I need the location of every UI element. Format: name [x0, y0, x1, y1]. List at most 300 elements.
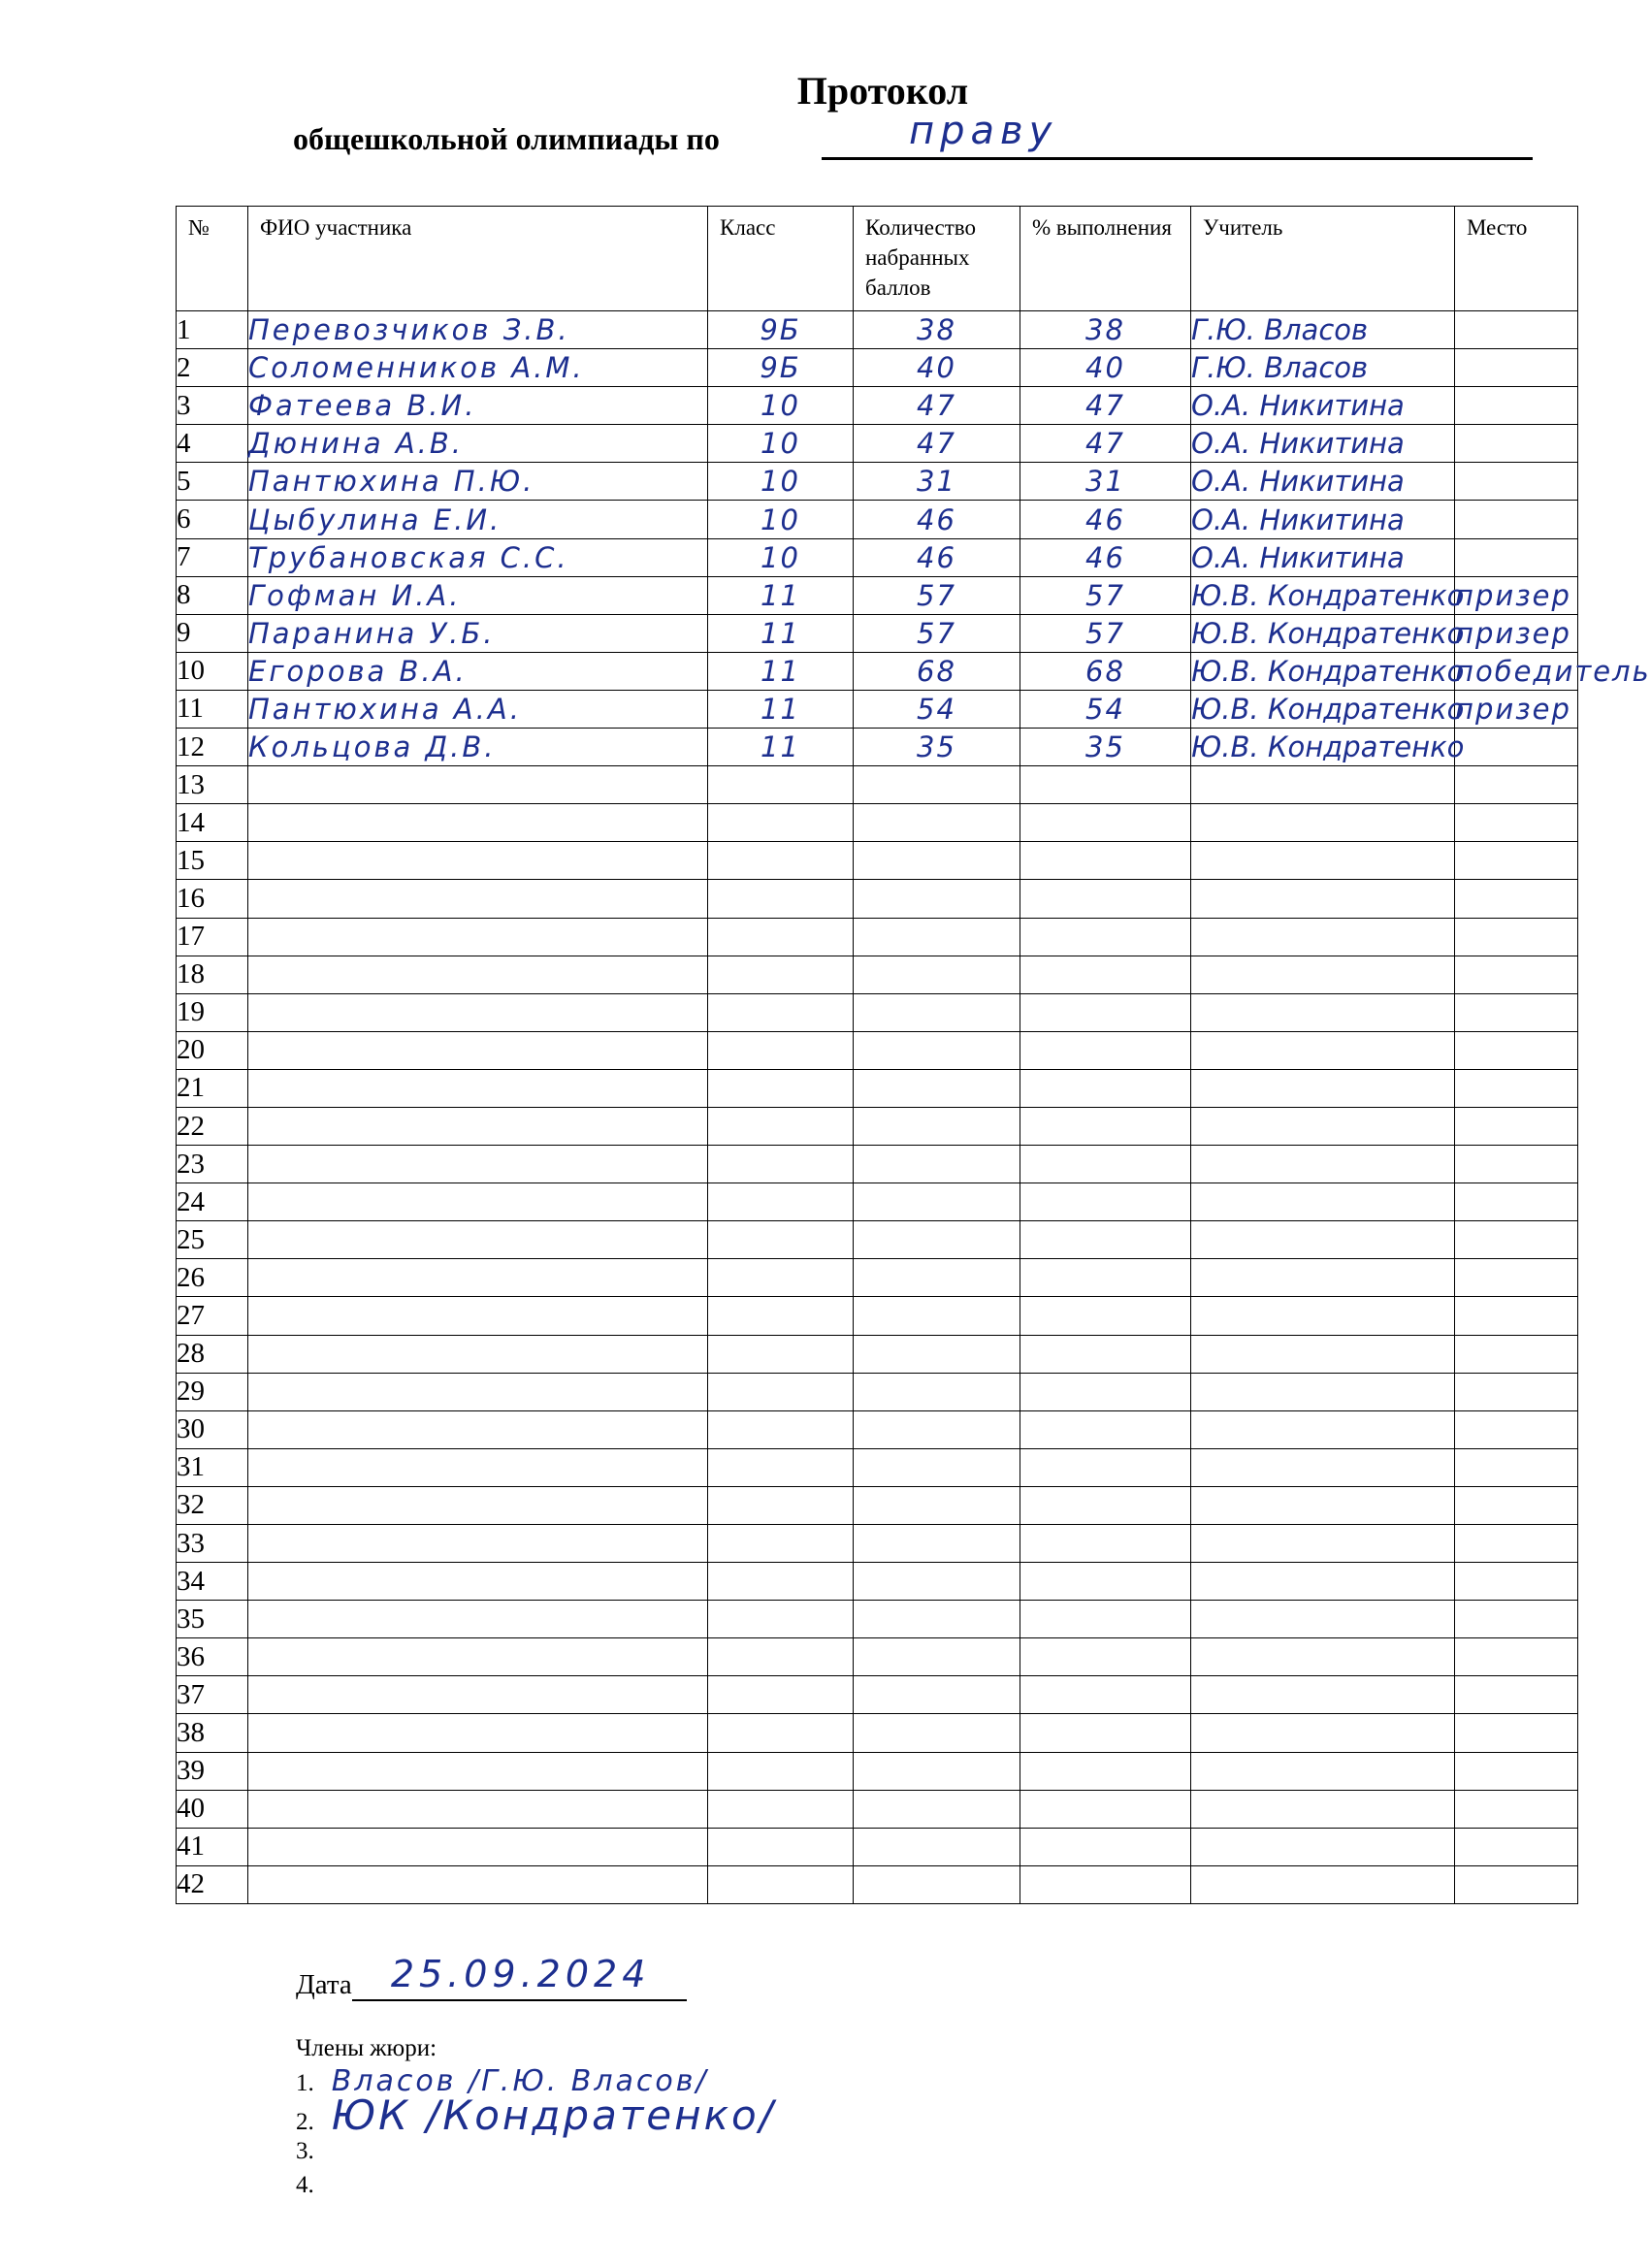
- participant-percent: 54: [1020, 690, 1191, 728]
- participant-class: 11: [708, 652, 854, 690]
- participant-percent: [1020, 804, 1191, 842]
- participant-class: [708, 956, 854, 993]
- participant-teacher: [1191, 956, 1455, 993]
- participant-class: [708, 918, 854, 956]
- row-number: 9: [177, 614, 248, 652]
- participant-name: [248, 1563, 708, 1601]
- table-row: [177, 1107, 1578, 1145]
- row-number: 20: [177, 1031, 248, 1069]
- participant-teacher: Ю.В. Кондратенко: [1191, 614, 1455, 652]
- table-row: [177, 538, 1578, 576]
- participant-teacher: [1191, 804, 1455, 842]
- participant-class: [708, 804, 854, 842]
- participant-place: [1455, 538, 1578, 576]
- participant-place: [1455, 729, 1578, 766]
- participant-score: [854, 1563, 1020, 1601]
- participant-name: Паранина У.Б.: [248, 614, 708, 652]
- row-number: 40: [177, 1790, 248, 1828]
- participant-class: [708, 1297, 854, 1335]
- table-row: [177, 804, 1578, 842]
- row-number: 32: [177, 1486, 248, 1524]
- table-row: [177, 1790, 1578, 1828]
- row-number: 22: [177, 1107, 248, 1145]
- participant-name: Кольцова Д.В.: [248, 729, 708, 766]
- participant-name: Гофман И.А.: [248, 576, 708, 614]
- participant-percent: [1020, 1752, 1191, 1790]
- participant-name: [248, 1676, 708, 1714]
- participant-class: [708, 1373, 854, 1410]
- participant-name: Пантюхина П.Ю.: [248, 463, 708, 501]
- participant-name: [248, 1486, 708, 1524]
- column-header: Учитель: [1191, 207, 1455, 311]
- participant-score: [854, 1714, 1020, 1752]
- participant-name: [248, 1448, 708, 1486]
- participant-place: [1455, 880, 1578, 918]
- participant-percent: [1020, 1069, 1191, 1107]
- participant-class: 9Б: [708, 349, 854, 387]
- participant-teacher: [1191, 1448, 1455, 1486]
- participant-teacher: Ю.В. Кондратенко: [1191, 729, 1455, 766]
- table-row: [177, 614, 1578, 652]
- participant-place: [1455, 425, 1578, 463]
- participant-teacher: [1191, 1069, 1455, 1107]
- row-number: 33: [177, 1525, 248, 1563]
- participant-teacher: [1191, 1031, 1455, 1069]
- participant-name: Дюнина А.В.: [248, 425, 708, 463]
- row-number: 14: [177, 804, 248, 842]
- row-number: 2: [177, 349, 248, 387]
- participant-percent: [1020, 1865, 1191, 1903]
- participant-teacher: [1191, 1410, 1455, 1448]
- jury-signature: Власов /Г.Ю. Власов/: [331, 2064, 709, 2098]
- participant-percent: 57: [1020, 576, 1191, 614]
- row-number: 26: [177, 1259, 248, 1297]
- row-number: 12: [177, 729, 248, 766]
- participant-class: [708, 1714, 854, 1752]
- results-table: [176, 206, 1651, 1904]
- participant-name: [248, 1373, 708, 1410]
- participant-score: [854, 1107, 1020, 1145]
- row-number: 17: [177, 918, 248, 956]
- participant-place: [1455, 993, 1578, 1031]
- participant-class: [708, 1486, 854, 1524]
- jury-signature: ЮК /Кондратенко/: [331, 2091, 776, 2139]
- jury-row: [296, 2166, 776, 2200]
- participant-percent: 31: [1020, 463, 1191, 501]
- participant-score: 46: [854, 501, 1020, 538]
- table-row: [177, 349, 1578, 387]
- participant-score: [854, 1601, 1020, 1638]
- participant-score: [854, 1525, 1020, 1563]
- participant-class: [708, 1410, 854, 1448]
- participant-score: 47: [854, 387, 1020, 425]
- participant-place: [1455, 1410, 1578, 1448]
- jury-block: [296, 2035, 776, 2200]
- participant-percent: [1020, 842, 1191, 880]
- participant-percent: [1020, 1373, 1191, 1410]
- column-header: % выполнения: [1020, 207, 1191, 311]
- participant-name: [248, 918, 708, 956]
- participant-score: [854, 1448, 1020, 1486]
- row-number: 5: [177, 463, 248, 501]
- participant-percent: [1020, 1828, 1191, 1865]
- row-number: 42: [177, 1865, 248, 1903]
- participant-name: [248, 1335, 708, 1373]
- participant-percent: [1020, 1486, 1191, 1524]
- row-number: 36: [177, 1638, 248, 1676]
- table-row: [177, 1714, 1578, 1752]
- participant-teacher: Ю.В. Кондратенко: [1191, 690, 1455, 728]
- participant-place: [1455, 1373, 1578, 1410]
- row-number: 38: [177, 1714, 248, 1752]
- participant-place: [1455, 1031, 1578, 1069]
- row-number: 7: [177, 538, 248, 576]
- participant-score: 54: [854, 690, 1020, 728]
- participant-score: [854, 1146, 1020, 1183]
- table-row: [177, 842, 1578, 880]
- participant-name: [248, 1146, 708, 1183]
- row-number: 10: [177, 652, 248, 690]
- participant-percent: 68: [1020, 652, 1191, 690]
- participant-class: [708, 1676, 854, 1714]
- subject-value: праву: [909, 109, 1058, 153]
- participant-teacher: [1191, 1865, 1455, 1903]
- table-row: [177, 1448, 1578, 1486]
- participant-teacher: О.А. Никитина: [1191, 538, 1455, 576]
- participant-place: [1455, 804, 1578, 842]
- participant-name: Соломенников А.М.: [248, 349, 708, 387]
- participant-percent: [1020, 1638, 1191, 1676]
- table-row: [177, 690, 1578, 728]
- participant-place: [1455, 1865, 1578, 1903]
- table-row: [177, 1638, 1578, 1676]
- participant-percent: [1020, 1790, 1191, 1828]
- participant-class: [708, 1146, 854, 1183]
- row-number: 30: [177, 1410, 248, 1448]
- participant-place: призер: [1455, 576, 1578, 614]
- table-row: [177, 1146, 1578, 1183]
- participant-name: [248, 1752, 708, 1790]
- participant-place: [1455, 1790, 1578, 1828]
- table-header-row: [177, 207, 1578, 311]
- participant-teacher: [1191, 1146, 1455, 1183]
- participant-percent: [1020, 1107, 1191, 1145]
- participant-place: [1455, 1752, 1578, 1790]
- participant-place: [1455, 1714, 1578, 1752]
- participant-name: [248, 1790, 708, 1828]
- participant-place: [1455, 956, 1578, 993]
- table-row: [177, 1031, 1578, 1069]
- participant-name: Пантюхина А.А.: [248, 690, 708, 728]
- participant-class: 10: [708, 538, 854, 576]
- participant-name: Перевозчиков З.В.: [248, 311, 708, 349]
- table-row: [177, 1183, 1578, 1221]
- participant-class: 11: [708, 576, 854, 614]
- table-row: [177, 1069, 1578, 1107]
- participant-score: 47: [854, 425, 1020, 463]
- participant-name: [248, 1714, 708, 1752]
- participant-percent: [1020, 1221, 1191, 1259]
- participant-teacher: [1191, 1183, 1455, 1221]
- table-row: [177, 993, 1578, 1031]
- participant-name: [248, 993, 708, 1031]
- participant-percent: 46: [1020, 501, 1191, 538]
- participant-name: [248, 1259, 708, 1297]
- participant-place: [1455, 349, 1578, 387]
- participant-class: [708, 1601, 854, 1638]
- participant-teacher: [1191, 1676, 1455, 1714]
- table-row: [177, 1259, 1578, 1297]
- participant-teacher: [1191, 880, 1455, 918]
- participant-teacher: О.А. Никитина: [1191, 387, 1455, 425]
- participant-teacher: [1191, 1638, 1455, 1676]
- participant-place: призер: [1455, 614, 1578, 652]
- row-number: 29: [177, 1373, 248, 1410]
- row-number: 34: [177, 1563, 248, 1601]
- participant-percent: 47: [1020, 387, 1191, 425]
- table-row: [177, 652, 1578, 690]
- participant-name: [248, 804, 708, 842]
- participant-class: 10: [708, 387, 854, 425]
- table-row: [177, 1563, 1578, 1601]
- row-number: 25: [177, 1221, 248, 1259]
- participant-score: [854, 1373, 1020, 1410]
- participant-teacher: [1191, 1790, 1455, 1828]
- participant-place: [1455, 1069, 1578, 1107]
- row-number: 16: [177, 880, 248, 918]
- participant-score: [854, 1183, 1020, 1221]
- participant-percent: [1020, 956, 1191, 993]
- participant-place: [1455, 1221, 1578, 1259]
- table-row: [177, 311, 1578, 349]
- table-row: [177, 1601, 1578, 1638]
- row-number: 19: [177, 993, 248, 1031]
- participant-teacher: [1191, 1601, 1455, 1638]
- participant-class: 10: [708, 501, 854, 538]
- participant-score: [854, 993, 1020, 1031]
- row-number: 39: [177, 1752, 248, 1790]
- column-header: Место: [1455, 207, 1578, 311]
- participant-percent: [1020, 993, 1191, 1031]
- participant-place: [1455, 501, 1578, 538]
- date-label: Дата: [296, 1969, 352, 2000]
- table-row: [177, 1752, 1578, 1790]
- participant-teacher: Г.Ю. Власов: [1191, 311, 1455, 349]
- table-row: [177, 1865, 1578, 1903]
- participant-place: [1455, 1146, 1578, 1183]
- column-header: Количество набранных баллов: [854, 207, 1020, 311]
- participant-percent: [1020, 766, 1191, 804]
- row-number: 28: [177, 1335, 248, 1373]
- row-number: 35: [177, 1601, 248, 1638]
- table-row: [177, 501, 1578, 538]
- participant-teacher: О.А. Никитина: [1191, 501, 1455, 538]
- participant-place: [1455, 1676, 1578, 1714]
- participant-name: Егорова В.А.: [248, 652, 708, 690]
- participant-class: [708, 1183, 854, 1221]
- participant-percent: 57: [1020, 614, 1191, 652]
- participant-teacher: [1191, 1525, 1455, 1563]
- row-number: 1: [177, 311, 248, 349]
- participant-class: [708, 1335, 854, 1373]
- participant-place: [1455, 1259, 1578, 1297]
- participant-score: 57: [854, 614, 1020, 652]
- participant-percent: [1020, 1563, 1191, 1601]
- table-row: [177, 766, 1578, 804]
- participant-name: Фатеева В.И.: [248, 387, 708, 425]
- participant-class: [708, 1031, 854, 1069]
- participant-teacher: [1191, 1714, 1455, 1752]
- participant-score: 38: [854, 311, 1020, 349]
- participant-name: [248, 1828, 708, 1865]
- participant-teacher: [1191, 1335, 1455, 1373]
- participant-teacher: [1191, 993, 1455, 1031]
- jury-row: [296, 2091, 776, 2139]
- participant-score: [854, 1031, 1020, 1069]
- participant-teacher: [1191, 1373, 1455, 1410]
- table-row: [177, 956, 1578, 993]
- table-row: [177, 1297, 1578, 1335]
- participant-name: [248, 1031, 708, 1069]
- participant-name: [248, 1221, 708, 1259]
- participant-teacher: [1191, 1221, 1455, 1259]
- participant-place: [1455, 311, 1578, 349]
- participant-percent: [1020, 1183, 1191, 1221]
- participant-class: 9Б: [708, 311, 854, 349]
- participant-class: 11: [708, 614, 854, 652]
- participant-name: [248, 1183, 708, 1221]
- table-row: [177, 1221, 1578, 1259]
- participant-name: [248, 1601, 708, 1638]
- participant-name: [248, 880, 708, 918]
- participant-teacher: [1191, 1752, 1455, 1790]
- participant-name: [248, 1107, 708, 1145]
- participant-teacher: [1191, 1297, 1455, 1335]
- participant-place: призер: [1455, 690, 1578, 728]
- row-number: 11: [177, 690, 248, 728]
- row-number: 23: [177, 1146, 248, 1183]
- participant-class: [708, 1865, 854, 1903]
- participant-place: [1455, 1486, 1578, 1524]
- row-number: 13: [177, 766, 248, 804]
- participant-name: [248, 766, 708, 804]
- participant-place: [1455, 1107, 1578, 1145]
- row-number: 27: [177, 1297, 248, 1335]
- jury-number: 1.: [296, 2070, 314, 2096]
- participant-place: [1455, 387, 1578, 425]
- participant-class: [708, 766, 854, 804]
- participant-percent: 35: [1020, 729, 1191, 766]
- participant-percent: 47: [1020, 425, 1191, 463]
- participant-score: [854, 1790, 1020, 1828]
- participant-class: 11: [708, 690, 854, 728]
- participant-teacher: [1191, 1563, 1455, 1601]
- participant-percent: [1020, 880, 1191, 918]
- participant-score: 35: [854, 729, 1020, 766]
- row-number: 3: [177, 387, 248, 425]
- participant-teacher: Ю.В. Кондратенко: [1191, 576, 1455, 614]
- participant-score: [854, 842, 1020, 880]
- participant-percent: 38: [1020, 311, 1191, 349]
- jury-number: 3.: [296, 2138, 314, 2164]
- participant-percent: [1020, 1676, 1191, 1714]
- participant-class: [708, 1828, 854, 1865]
- participant-name: [248, 1410, 708, 1448]
- participant-teacher: [1191, 1107, 1455, 1145]
- participant-class: [708, 1069, 854, 1107]
- participant-percent: [1020, 1031, 1191, 1069]
- participant-score: 68: [854, 652, 1020, 690]
- participant-place: [1455, 1448, 1578, 1486]
- participant-name: [248, 1069, 708, 1107]
- participant-place: [1455, 842, 1578, 880]
- participant-score: [854, 880, 1020, 918]
- column-header: ФИО участника: [248, 207, 708, 311]
- participant-teacher: О.А. Никитина: [1191, 463, 1455, 501]
- participant-place: [1455, 463, 1578, 501]
- participant-class: [708, 1107, 854, 1145]
- participant-place: [1455, 1335, 1578, 1373]
- jury-label: Члены жюри:: [296, 2035, 437, 2061]
- participant-score: [854, 1259, 1020, 1297]
- participant-percent: [1020, 1714, 1191, 1752]
- participant-score: [854, 1335, 1020, 1373]
- participant-score: [854, 1069, 1020, 1107]
- page-subtitle: общешкольной олимпиады по: [293, 121, 720, 156]
- participant-score: [854, 1297, 1020, 1335]
- participant-percent: [1020, 1525, 1191, 1563]
- participant-name: Цыбулина Е.И.: [248, 501, 708, 538]
- participant-score: [854, 918, 1020, 956]
- participant-percent: [1020, 1335, 1191, 1373]
- jury-number: 2.: [296, 2109, 314, 2135]
- participant-score: [854, 766, 1020, 804]
- participant-score: [854, 1752, 1020, 1790]
- participant-place: [1455, 1601, 1578, 1638]
- row-number: 4: [177, 425, 248, 463]
- participant-name: [248, 1638, 708, 1676]
- participant-class: [708, 1259, 854, 1297]
- participant-class: [708, 842, 854, 880]
- participant-percent: [1020, 1146, 1191, 1183]
- participant-score: 40: [854, 349, 1020, 387]
- participant-teacher: [1191, 1828, 1455, 1865]
- table-row: [177, 425, 1578, 463]
- participant-percent: [1020, 1448, 1191, 1486]
- date-block: [296, 1953, 687, 2001]
- table-row: [177, 729, 1578, 766]
- page-title: Протокол: [796, 69, 969, 113]
- subject-field: [822, 109, 1533, 160]
- column-header: Класс: [708, 207, 854, 311]
- participant-percent: 46: [1020, 538, 1191, 576]
- participant-teacher: [1191, 1486, 1455, 1524]
- participant-percent: [1020, 918, 1191, 956]
- participant-percent: [1020, 1297, 1191, 1335]
- table-row: [177, 1373, 1578, 1410]
- participant-score: 46: [854, 538, 1020, 576]
- participant-score: [854, 1865, 1020, 1903]
- participant-name: [248, 956, 708, 993]
- participant-class: 10: [708, 425, 854, 463]
- table-row: [177, 387, 1578, 425]
- row-number: 37: [177, 1676, 248, 1714]
- row-number: 41: [177, 1828, 248, 1865]
- participant-percent: [1020, 1259, 1191, 1297]
- participant-name: Трубановская С.С.: [248, 538, 708, 576]
- participant-teacher: [1191, 842, 1455, 880]
- table-body: [177, 311, 1651, 1904]
